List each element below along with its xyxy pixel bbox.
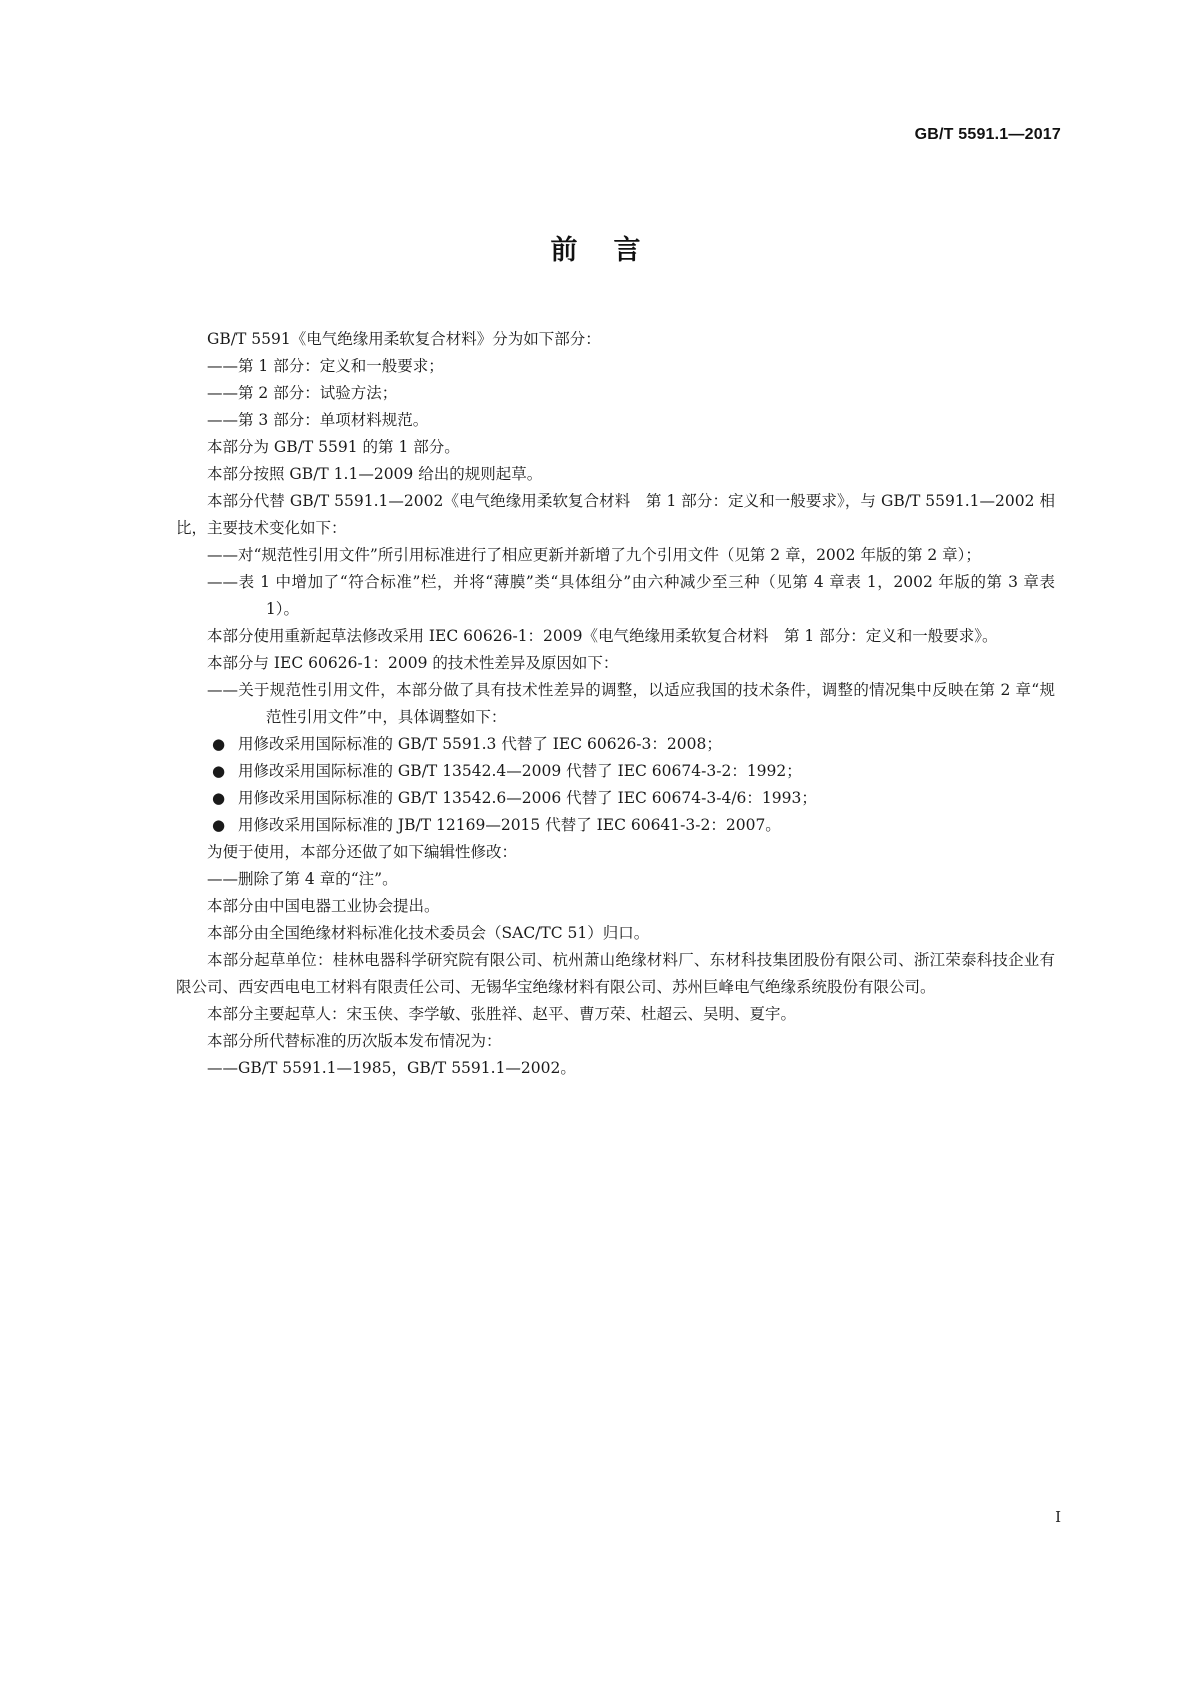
dash-item: ——GB/T 5591.1—1985，GB/T 5591.1—2002。	[207, 1059, 576, 1077]
foreword-body	[176, 326, 1055, 1082]
bullet-dot-icon: ●	[212, 816, 226, 834]
bullet-item	[176, 785, 1055, 812]
dash-item: ——表 1 中增加了“符合标准”栏，并将“薄膜”类“具体组分”由六种减少至三种（见第 4 章表 1，2002 年版的第 3 章表 1）。	[207, 573, 1055, 618]
paragraph: 本部分由全国绝缘材料标准化技术委员会（SAC/TC 51）归口。	[207, 924, 650, 942]
paragraph: 本部分主要起草人：宋玉侠、李学敏、张胜祥、赵平、曹万荣、杜超云、吴明、夏宇。	[207, 1005, 797, 1023]
dash-item: ——第 1 部分：定义和一般要求；	[207, 357, 444, 375]
paragraph: 本部分起草单位：桂林电器科学研究院有限公司、杭州萧山绝缘材料厂、东材科技集团股份有限公司、浙江荣泰科技企业有限公司、西安西电电工材料有限责任公司、无锡华宝绝缘材料有限公司、苏州巨峰电气绝缘系统股份有限公司。	[176, 951, 1055, 996]
dash-item: ——删除了第 4 章的“注”。	[207, 870, 398, 888]
paragraph: 本部分为 GB/T 5591 的第 1 部分。	[207, 438, 460, 456]
dash-item: ——第 2 部分：试验方法；	[207, 384, 398, 402]
paragraph: 本部分由中国电器工业协会提出。	[207, 897, 440, 915]
bullet-text: 用修改采用国际标准的 GB/T 13542.4—2009 代替了 IEC 60674-3-2：1992；	[238, 762, 802, 780]
bullet-dot-icon: ●	[212, 735, 226, 753]
dash-item: ——关于规范性引用文件，本部分做了具有技术性差异的调整，以适应我国的技术条件，调整的情况集中反映在第 2 章“规范性引用文件”中，具体调整如下：	[207, 681, 1055, 726]
paragraph: 本部分按照 GB/T 1.1—2009 给出的规则起草。	[207, 465, 543, 483]
bullet-dot-icon: ●	[212, 789, 226, 807]
bullet-item	[176, 731, 1055, 758]
paragraph: GB/T 5591《电气绝缘用柔软复合材料》分为如下部分：	[207, 330, 601, 348]
bullet-dot-icon: ●	[212, 762, 226, 780]
paragraph: 本部分代替 GB/T 5591.1—2002《电气绝缘用柔软复合材料 第 1 部分：定义和一般要求》，与 GB/T 5591.1—2002 相比，主要技术变化如下：	[176, 492, 1055, 537]
dash-item: ——对“规范性引用文件”所引用标准进行了相应更新并新增了九个引用文件（见第 2 章，2002 年版的第 2 章）；	[207, 546, 981, 564]
bullet-text: 用修改采用国际标准的 GB/T 5591.3 代替了 IEC 60626-3：2008；	[238, 735, 722, 753]
bullet-item	[176, 758, 1055, 785]
page-number: I	[1055, 1508, 1061, 1526]
paragraph: 本部分使用重新起草法修改采用 IEC 60626-1：2009《电气绝缘用柔软复合材料 第 1 部分：定义和一般要求》。	[207, 627, 998, 645]
paragraph: 为便于使用，本部分还做了如下编辑性修改：	[207, 843, 518, 861]
dash-item: ——第 3 部分：单项材料规范。	[207, 411, 429, 429]
page-title: 前言	[550, 235, 677, 266]
paragraph: 本部分与 IEC 60626-1：2009 的技术性差异及原因如下：	[207, 654, 619, 672]
bullet-item	[176, 812, 1055, 839]
paragraph: 本部分所代替标准的历次版本发布情况为：	[207, 1032, 502, 1050]
bullet-text: 用修改采用国际标准的 GB/T 13542.6—2006 代替了 IEC 60674-3-4/6：1993；	[238, 789, 817, 807]
document-id-header: GB/T 5591.1—2017	[914, 126, 1061, 143]
bullet-text: 用修改采用国际标准的 JB/T 12169—2015 代替了 IEC 60641-3-2：2007。	[238, 816, 781, 834]
